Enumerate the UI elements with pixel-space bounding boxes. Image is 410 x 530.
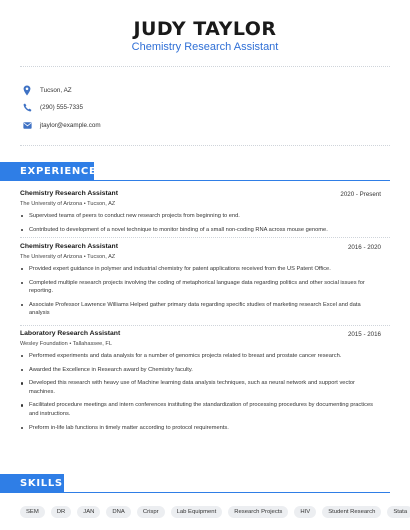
phone-text: (290) 555-7335 <box>40 103 84 111</box>
skill-chip: JAN <box>77 506 100 518</box>
skill-chip: DR <box>51 506 72 518</box>
divider <box>20 145 390 146</box>
phone-icon <box>22 101 32 113</box>
list-item: Performed experiments and data analysis for a number of genomics projects related to breast and prostate cancer research. <box>20 352 380 361</box>
job-title: Chemistry Research Assistant <box>20 243 118 250</box>
list-item: Preform in-life lab functions in timely matter according to protocol requirements. <box>20 424 380 433</box>
list-item: Facilitated procedure meetings and intern conferences instituting the standardization of processing procedures by documenting practices and instructions. <box>20 401 380 418</box>
skill-chip: Lab Equipment <box>171 506 223 518</box>
list-item: Awarded the Excellence in Research award by Chemistry faculty. <box>20 366 380 375</box>
location-text: Tucson, AZ <box>40 86 72 94</box>
job-title: Laboratory Research Assistant <box>20 330 121 337</box>
email-icon <box>22 119 32 131</box>
job-date: 2020 - Present <box>340 191 381 198</box>
job-date: 2015 - 2016 <box>347 331 381 338</box>
list-item: Developed this research with heavy use of Machine learning data analysis techniques, such as neural network and support vector machines. <box>20 379 380 396</box>
experience-section-line <box>0 180 390 181</box>
candidate-name: JUDY TAYLOR <box>133 18 277 40</box>
job-bullets <box>20 265 380 323</box>
contact-phone <box>22 100 83 114</box>
list-item: Associate Professor Lawrence Williams Helped gather primary data regarding specific studies of marketing research Excel and data analysis <box>20 301 380 318</box>
location-pin-icon <box>22 84 32 96</box>
contact-email <box>22 118 101 132</box>
list-item: Provided expert guidance in polymer and industrial chemistry for patent applications received from the US Patent Office. <box>20 265 380 274</box>
email-text[interactable]: jtaylor@example.com <box>40 121 101 129</box>
skill-chip: Research Projects <box>228 506 288 518</box>
divider <box>20 66 390 67</box>
divider <box>20 325 390 326</box>
skill-chip: Stata <box>387 506 410 518</box>
skills-section-heading: SKILLS <box>0 474 64 492</box>
job-title-heading: Chemistry Research Assistant <box>131 41 279 53</box>
skill-chip: DNA <box>106 506 130 518</box>
skills-section-line <box>0 492 390 493</box>
skills-list <box>20 506 410 518</box>
job-date: 2016 - 2020 <box>347 244 381 251</box>
list-item: Completed multiple research projects involving the coding of metaphorical language data regarding politics and other social issues for reporting. <box>20 279 380 296</box>
job-bullets <box>20 352 380 437</box>
job-organization: The University of Arizona • Tucson, AZ <box>20 201 116 207</box>
skill-chip: Crispr <box>137 506 165 518</box>
job-bullets <box>20 212 380 239</box>
experience-section-heading: EXPERIENCE <box>0 162 94 180</box>
list-item: Supervised teams of peers to conduct new research projects from beginning to end. <box>20 212 380 221</box>
skill-chip: SEM <box>20 506 45 518</box>
skill-chip: Student Research <box>322 506 381 518</box>
contact-location <box>22 83 72 97</box>
job-organization: The University of Arizona • Tucson, AZ <box>20 254 116 260</box>
divider <box>20 237 390 238</box>
skill-chip: HIV <box>294 506 316 518</box>
job-organization: Wesley Foundation • Tallahassee, FL <box>20 341 112 347</box>
job-title: Chemistry Research Assistant <box>20 190 118 197</box>
list-item: Contributed to development of a novel technique to monitor binding of a small non-coding RNA across mouse genome. <box>20 226 380 235</box>
